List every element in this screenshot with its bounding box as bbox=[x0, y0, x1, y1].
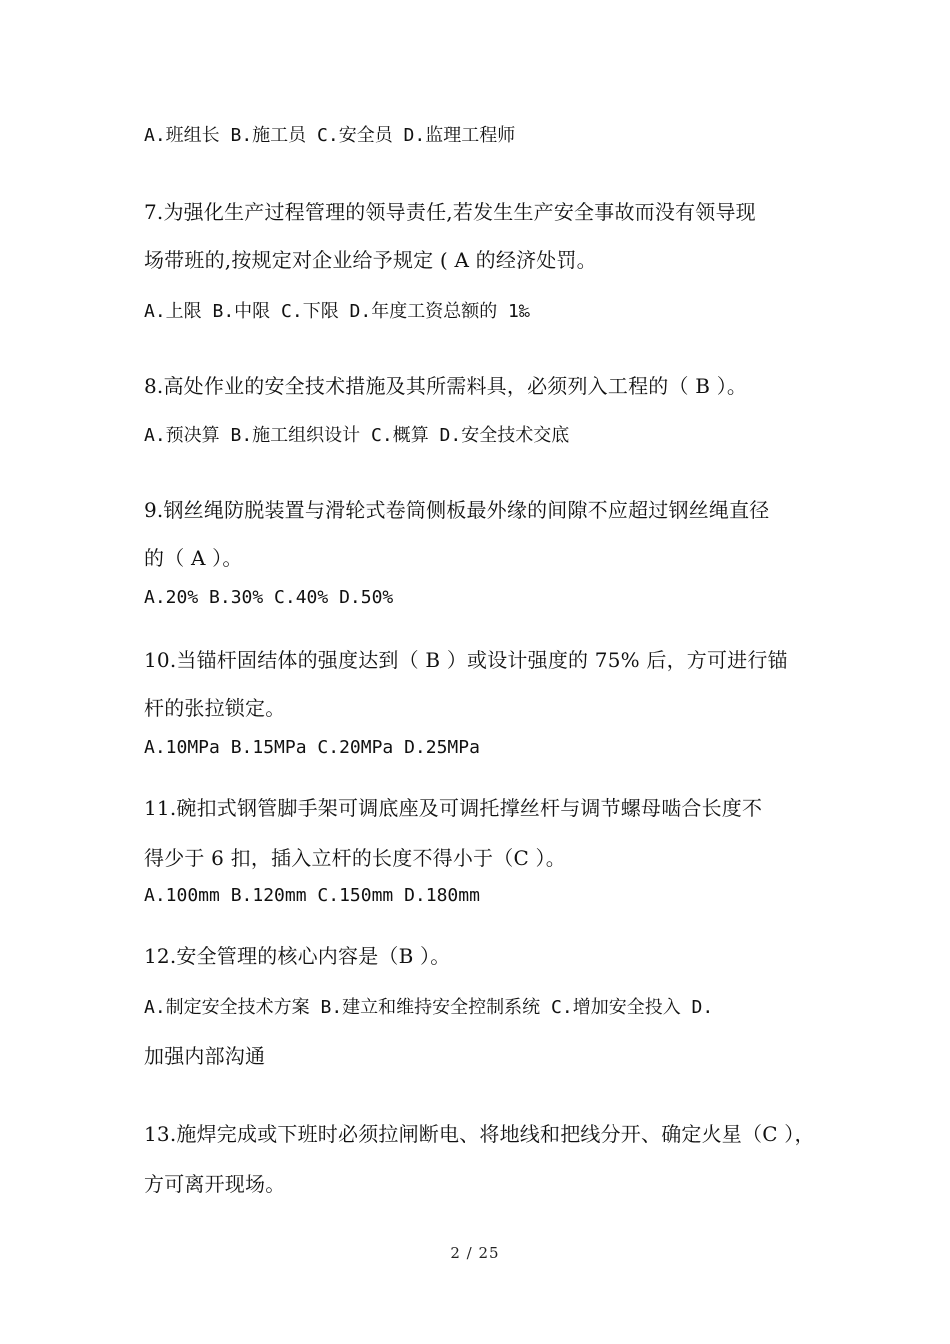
q9-text-line-2: 的（ A ）。 bbox=[144, 546, 243, 570]
q13-text-line-1: 13.施焊完成或下班时必须拉闸断电、将地线和把线分开、确定火星（C ）， bbox=[144, 1122, 815, 1146]
q7-text-line-1: 7.为强化生产过程管理的领导责任,若发生生产安全事故而没有领导现 bbox=[144, 200, 756, 224]
q10-options: A.10MPa B.15MPa C.20MPa D.25MPa bbox=[144, 737, 480, 758]
q8-text: 8.高处作业的安全技术措施及其所需料具，必须列入工程的（ B ）。 bbox=[144, 374, 748, 398]
q7-text-line-2: 场带班的,按规定对企业给予规定 ( A 的经济处罚。 bbox=[144, 248, 597, 272]
q11-text-line-2: 得少于 6 扣，插入立杆的长度不得小于（C ）。 bbox=[144, 846, 566, 870]
q9-options: A.20% B.30% C.40% D.50% bbox=[144, 587, 394, 608]
q10-text-line-1: 10.当锚杆固结体的强度达到（ B ）或设计强度的 75% 后，方可进行锚 bbox=[144, 648, 788, 672]
q11-options: A.100mm B.120mm C.150mm D.180mm bbox=[144, 885, 480, 906]
q12-options-line-2: 加强内部沟通 bbox=[144, 1044, 266, 1068]
q8-options: A.预决算 B.施工组织设计 C.概算 D.安全技术交底 bbox=[144, 425, 570, 446]
q10-text-line-2: 杆的张拉锁定。 bbox=[144, 696, 286, 720]
q6-options: A.班组长 B.施工员 C.安全员 D.监理工程师 bbox=[144, 125, 516, 146]
page-number: 2 / 25 bbox=[450, 1244, 500, 1262]
q12-options-line-1: A.制定安全技术方案 B.建立和维持安全控制系统 C.增加安全投入 D. bbox=[144, 997, 714, 1018]
q12-text: 12.安全管理的核心内容是（B ）。 bbox=[144, 944, 451, 968]
q11-text-line-1: 11.碗扣式钢管脚手架可调底座及可调托撑丝杆与调节螺母啮合长度不 bbox=[144, 796, 763, 820]
q9-text-line-1: 9.钢丝绳防脱装置与滑轮式卷筒侧板最外缘的间隙不应超过钢丝绳直径 bbox=[144, 498, 770, 522]
q13-text-line-2: 方可离开现场。 bbox=[144, 1172, 286, 1196]
q7-options: A.上限 B.中限 C.下限 D.年度工资总额的 1‰ bbox=[144, 301, 530, 322]
